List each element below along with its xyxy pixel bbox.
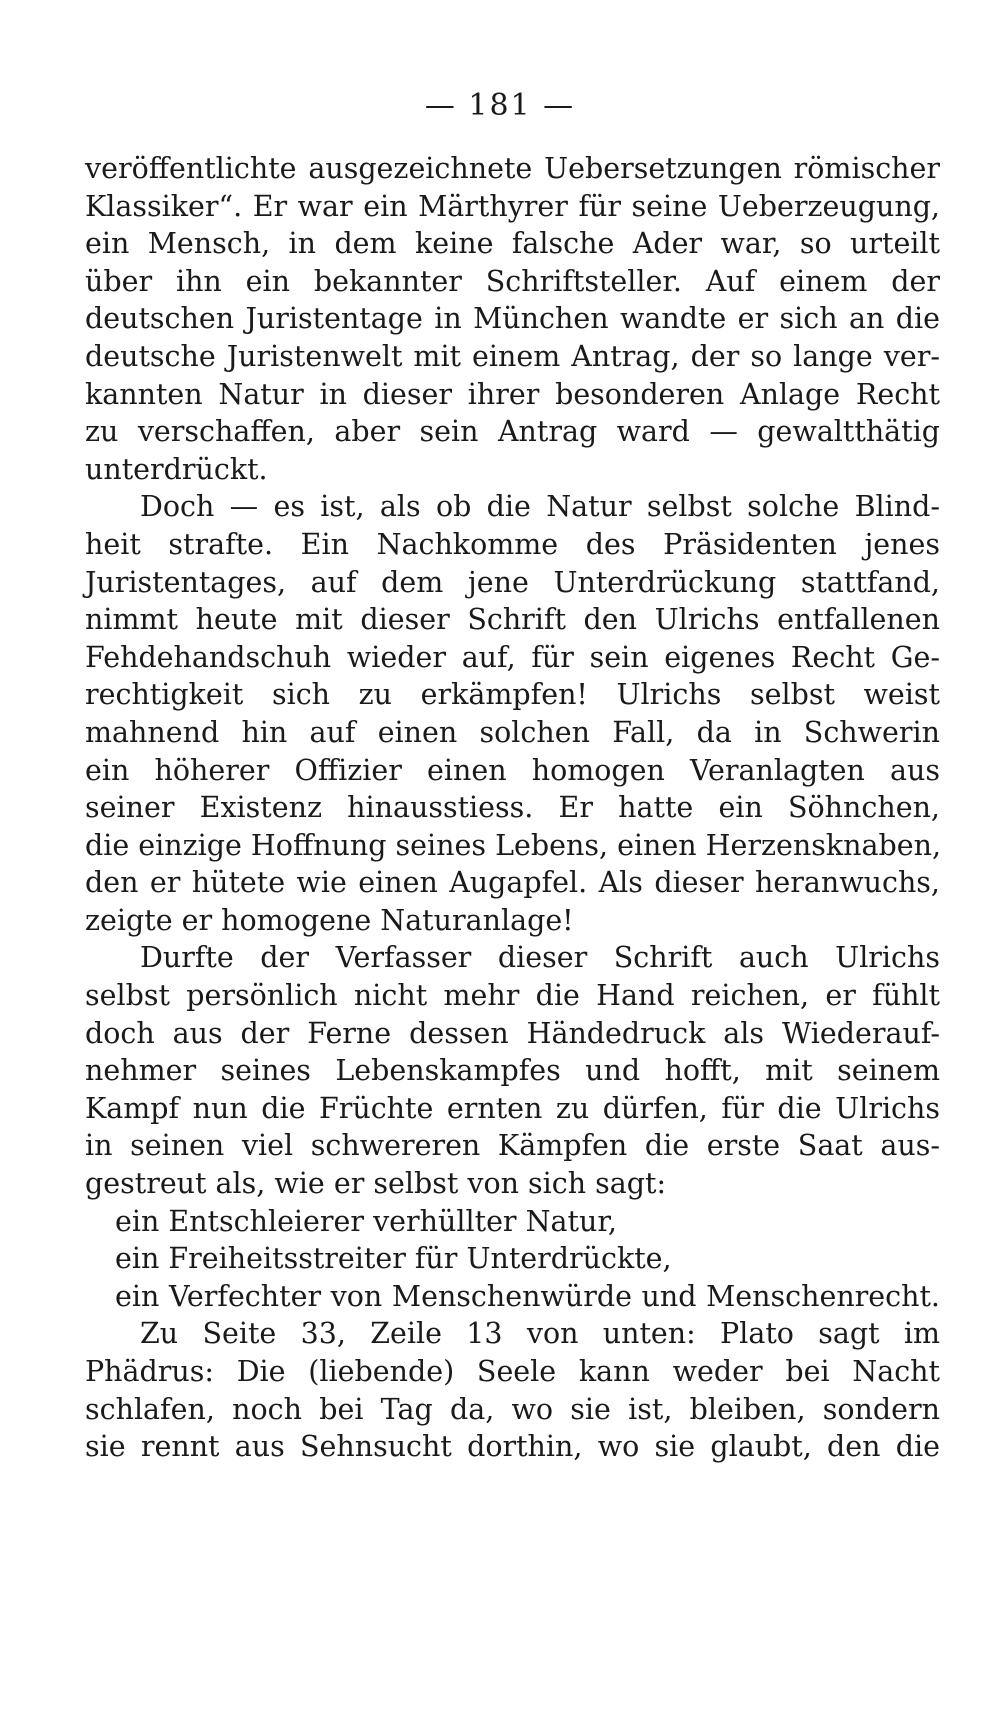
text-line: doch aus der Ferne dessen Händedruck als Wiederauf- (85, 1016, 940, 1050)
text-line: kannten Natur in dieser ihrer besonderen Anlage Recht (85, 377, 940, 411)
text-line: mahnend hin auf einen solchen Fall, da in Schwerin (85, 715, 940, 749)
text-line: schlafen, noch bei Tag da, wo sie ist, bleiben, sondern (85, 1392, 940, 1426)
quoted-verse-line: ein Entschleierer verhüllter Natur, (115, 1204, 617, 1238)
text-line: zu verschaffen, aber sein Antrag ward — gewaltthätig (85, 415, 940, 449)
text-line: die einzige Hoffnung seines Lebens, einen Herzensknaben, (85, 828, 942, 862)
text-line: deutschen Juristentage in München wandte er sich an die (85, 302, 940, 336)
text-line: ein Mensch, in dem keine falsche Ader war, so urteilt (85, 227, 940, 261)
text-line: seiner Existenz hinausstiess. Er hatte ein Söhnchen, (85, 791, 940, 825)
text-line: Phädrus: Die (liebende) Seele kann weder bei Nacht (85, 1355, 940, 1388)
text-line: über ihn ein bekannter Schriftsteller. Auf einem der (85, 264, 940, 298)
paragraph-end-line: gestreut als, wie er selbst von sich sagt: (85, 1167, 667, 1201)
text-line: veröffentlichte ausgezeichnete Uebersetzungen römischer (85, 152, 940, 185)
text-line: Fehdehandschuh wieder auf, für sein eigenes Recht Ge- (85, 640, 940, 674)
quoted-verse-line: ein Freiheitsstreiter für Unterdrückte, (115, 1242, 672, 1276)
text-line: nehmer seines Lebenskampfes und hofft, mit seinem (85, 1054, 940, 1088)
text-line: sie rennt aus Sehnsucht dorthin, wo sie glaubt, den die (85, 1430, 940, 1464)
text-line: deutsche Juristenwelt mit einem Antrag, der so lange ver- (85, 339, 940, 373)
text-line: den er hütete wie einen Augapfel. Als dieser heranwuchs, (85, 866, 940, 900)
paragraph-end-line: zeigte er homogene Naturanlage! (85, 903, 574, 937)
paragraph-start-line: Doch — es ist, als ob die Natur selbst solche Blind- (140, 490, 940, 524)
text-line: selbst persönlich nicht mehr die Hand reichen, er fühlt (85, 979, 940, 1013)
text-line: Kampf nun die Früchte ernten zu dürfen, für die Ulrichs (85, 1091, 940, 1125)
text-line: Juristentages, auf dem jene Unterdrückung stattfand, (85, 565, 940, 599)
page-number: — 181 — (424, 88, 576, 123)
paragraph-end-line: unterdrückt. (85, 452, 268, 486)
text-line: rechtigkeit sich zu erkämpfen! Ulrichs selbst weist (85, 678, 940, 712)
text-line: Klassiker“. Er war ein Märthyrer für seine Ueberzeugung, (85, 189, 940, 223)
text-line: ein höherer Offizier einen homogen Veranlagten aus (85, 753, 940, 787)
body-text (85, 150, 940, 1466)
paragraph-start-line: Zu Seite 33, Zeile 13 von unten: Plato sagt im (140, 1317, 940, 1351)
quoted-verse-line: ein Verfechter von Menschenwürde und Menschenrecht. (115, 1279, 940, 1313)
text-line: nimmt heute mit dieser Schrift den Ulrichs entfallenen (85, 603, 940, 637)
text-line: in seinen viel schwereren Kämpfen die erste Saat aus- (85, 1129, 940, 1163)
paragraph-start-line: Durfte der Verfasser dieser Schrift auch Ulrichs (140, 941, 940, 975)
text-line: heit strafte. Ein Nachkomme des Präsidenten jenes (85, 527, 940, 561)
